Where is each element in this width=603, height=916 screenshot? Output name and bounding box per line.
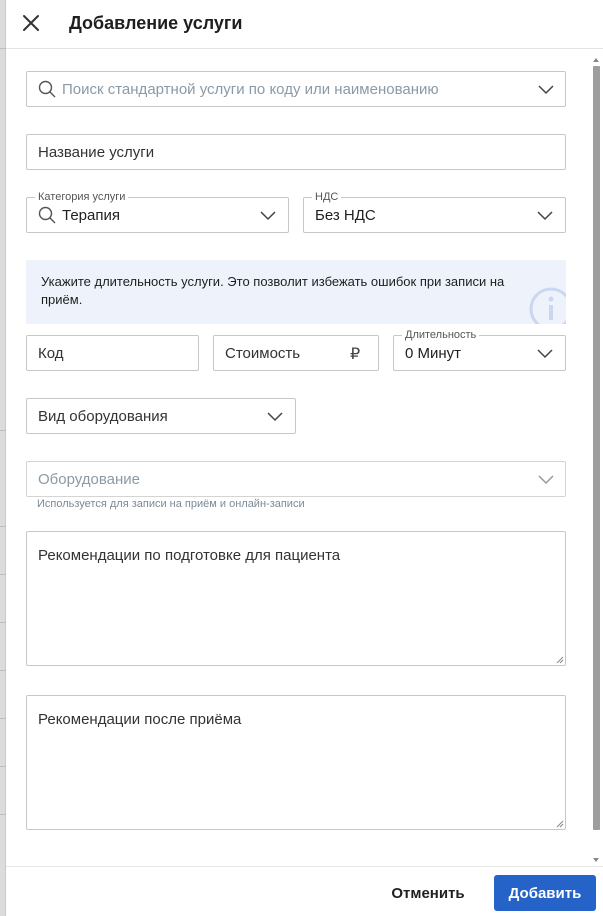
code-input[interactable] <box>26 335 199 371</box>
scroll-up-icon[interactable] <box>592 56 600 64</box>
service-name-input[interactable] <box>26 134 566 170</box>
prep-recommendations-placeholder: Рекомендации по подготовке для пациента <box>38 547 341 564</box>
equipment-placeholder: Оборудование <box>38 471 141 488</box>
category-select[interactable] <box>26 191 289 233</box>
vat-value: Без НДС <box>315 207 376 224</box>
info-icon <box>526 284 566 324</box>
add-service-dialog <box>6 0 603 916</box>
search-icon <box>38 80 56 98</box>
vertical-scrollbar[interactable] <box>592 50 600 866</box>
scrollbar-thumb[interactable] <box>593 66 600 830</box>
chevron-down-icon <box>260 211 276 221</box>
service-name-placeholder: Название услуги <box>38 144 155 161</box>
code-placeholder: Код <box>38 345 64 362</box>
vat-select[interactable] <box>303 191 566 233</box>
chevron-down-icon <box>538 85 554 95</box>
duration-value: 0 Минут <box>405 345 462 362</box>
close-icon <box>22 14 40 32</box>
post-recommendations-placeholder: Рекомендации после приёма <box>38 711 242 728</box>
add-button[interactable]: Добавить <box>494 875 596 911</box>
standard-service-search[interactable] <box>26 71 566 107</box>
prep-recommendations-textarea[interactable] <box>26 531 566 666</box>
standard-service-search-placeholder: Поиск стандартной услуги по коду или наименованию <box>62 81 439 98</box>
vat-label: НДС <box>312 191 341 203</box>
post-recommendations-textarea[interactable] <box>26 695 566 830</box>
close-button[interactable] <box>18 10 44 36</box>
equipment-hint: Используется для записи на приём и онлайн-записи <box>37 498 305 510</box>
price-input[interactable] <box>213 335 379 371</box>
chevron-down-icon <box>537 211 553 221</box>
ruble-icon: ₽ <box>350 346 361 363</box>
equipment-select[interactable] <box>26 461 566 497</box>
duration-info-notice <box>26 260 566 324</box>
cancel-button[interactable]: Отменить <box>378 875 478 911</box>
search-icon <box>38 206 56 224</box>
category-value: Терапия <box>62 207 120 224</box>
resize-handle-icon[interactable] <box>556 656 564 664</box>
dialog-header <box>6 0 603 49</box>
chevron-down-icon <box>537 349 553 359</box>
dialog-body <box>6 50 603 866</box>
chevron-down-icon <box>267 412 283 422</box>
chevron-down-icon <box>538 475 554 485</box>
scroll-down-icon[interactable] <box>592 856 600 864</box>
equipment-type-select[interactable] <box>26 398 296 434</box>
duration-info-text: Укажите длительность услуги. Это позволит избежать ошибок при записи на приём. <box>41 274 505 307</box>
price-placeholder: Стоимость <box>225 345 301 362</box>
duration-label: Длительность <box>402 329 479 341</box>
dialog-title: Добавление услуги <box>69 13 243 33</box>
category-label: Категория услуги <box>35 191 128 203</box>
resize-handle-icon[interactable] <box>556 820 564 828</box>
duration-select[interactable] <box>393 329 566 371</box>
equipment-type-placeholder: Вид оборудования <box>38 408 168 425</box>
dialog-footer <box>6 866 603 916</box>
